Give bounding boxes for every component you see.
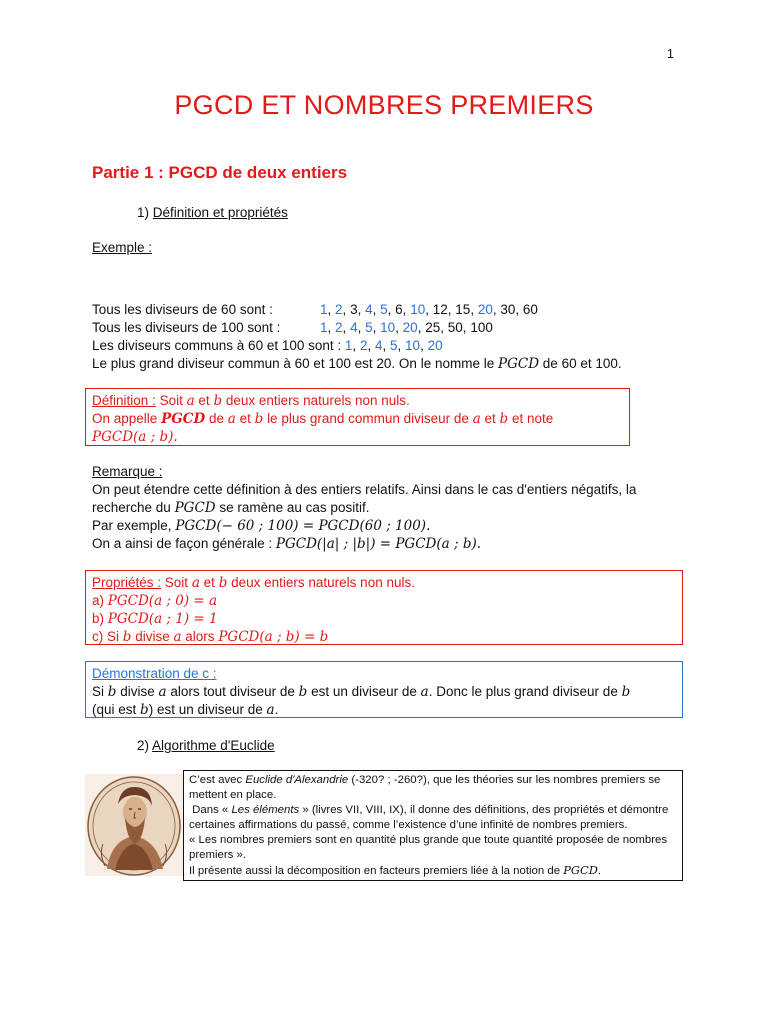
euclid-info-box: [183, 770, 683, 881]
common-divisors-line: Les diviseurs communs à 60 et 100 sont : 1, 2, 4, 5, 10, 20: [92, 338, 443, 353]
gcd-sentence: Le plus grand diviseur commun à 60 et 100 est 20. On le nomme le PGCD de 60 et 100.: [92, 356, 622, 372]
property-c: c) Si b divise a alors PGCD(a ; b) = b: [92, 629, 329, 645]
definition-line-2: On appelle PGCD de a et b le plus grand commun diviseur de a et b et note: [92, 411, 554, 427]
euclid-paragraph-2: Dans « Les éléments » (livres VII, VIII, IX), il donne des définitions, des propriétés et démontre certaines affirmations du passé, comme l’existence d’une infinité de nombres premiers.: [189, 804, 669, 831]
page-number: 1: [666, 46, 674, 61]
definition-line-1: Définition : Soit a et b deux entiers naturels non nuls.: [92, 393, 410, 409]
section-title: Algorithme d'Euclide: [152, 738, 275, 753]
part-heading: Partie 1 : PGCD de deux entiers: [92, 163, 348, 182]
demonstration-box: [85, 661, 683, 718]
euclid-paragraph-1: C’est avec Euclide d'Alexandrie (-320? ; -260?), que les théories sur les nombres premiers se mettent en place.: [189, 774, 661, 801]
remark-line-3: Par exemple, PGCD(− 60 ; 100) = PGCD(60 ; 100).: [92, 518, 431, 534]
definition-line-3: PGCD(a ; b).: [92, 429, 178, 445]
remark-line-1: On peut étendre cette définition à des entiers relatifs. Ainsi dans le cas d'entiers négatifs, la: [92, 482, 637, 497]
demonstration-title: Démonstration de c :: [92, 666, 217, 681]
divisors-60-values: 1, 2, 3, 4, 5, 6, 10, 12, 15, 20, 30, 60: [320, 302, 538, 317]
section-number: 1): [137, 205, 150, 220]
demonstration-line-2: (qui est b) est un diviseur de a.: [92, 702, 279, 718]
example-label: Exemple :: [92, 240, 153, 255]
section-heading-1: [137, 205, 288, 220]
properties-intro: Propriétés : Soit a et b deux entiers naturels non nuls.: [92, 575, 415, 591]
section-heading-2: [137, 738, 275, 753]
definition-box: [85, 388, 630, 446]
euclid-portrait: [85, 774, 183, 876]
remark-label: Remarque :: [92, 464, 163, 479]
remark-line-4: On a ainsi de façon générale : PGCD(|a| ; |b|) = PGCD(a ; b).: [92, 536, 482, 552]
property-a: a) PGCD(a ; 0) = a: [92, 593, 218, 609]
euclid-paragraph-4: Il présente aussi la décomposition en facteurs premiers liée à la notion de PGCD.: [189, 863, 602, 877]
euclid-paragraph-3: « Les nombres premiers sont en quantité plus grande que toute quantité proposée de nombres premiers ».: [189, 834, 668, 861]
divisors-100-label: Tous les diviseurs de 100 sont :: [92, 320, 281, 335]
divisors-60-label: Tous les diviseurs de 60 sont :: [92, 302, 273, 317]
property-b: b) PGCD(a ; 1) = 1: [92, 611, 218, 627]
page-title: PGCD ET NOMBRES PREMIERS: [174, 90, 594, 120]
remark-line-2: recherche du PGCD se ramène au cas positif.: [92, 500, 370, 516]
divisors-100-values: 1, 2, 4, 5, 10, 20, 25, 50, 100: [320, 320, 493, 335]
section-number: 2): [137, 738, 150, 753]
section-title: Définition et propriétés: [152, 205, 288, 220]
demonstration-line-1: Si b divise a alors tout diviseur de b est un diviseur de a. Donc le plus grand diviseur de b: [92, 684, 631, 700]
properties-box: [85, 570, 683, 645]
